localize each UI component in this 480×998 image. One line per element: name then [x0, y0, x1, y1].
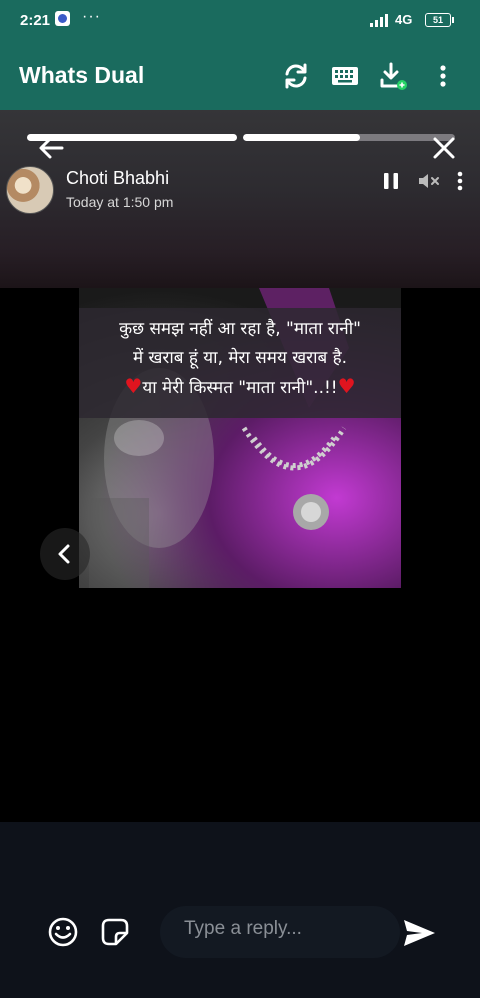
emoji-icon[interactable] — [46, 915, 80, 949]
more-vert-icon[interactable] — [427, 60, 459, 92]
story-author[interactable]: Choti Bhabhi — [66, 168, 170, 188]
caption-line-3-text: या मेरी किस्मत "माता रानी"..!! — [142, 378, 338, 398]
story-more-icon[interactable] — [450, 170, 470, 192]
heart-icon-right: ♥ — [337, 374, 356, 398]
app-bar — [0, 42, 480, 110]
send-icon[interactable] — [400, 916, 438, 950]
story-timestamp: Today at 1:50 pm — [66, 194, 174, 210]
story-progress-2-fill — [243, 134, 360, 141]
mute-icon[interactable] — [416, 170, 442, 192]
network-label: 4G — [395, 12, 413, 27]
app-title: Whats Dual — [19, 62, 145, 88]
status-time: 2:21 — [20, 12, 51, 29]
story-image[interactable] — [79, 288, 401, 588]
chevron-left-icon — [53, 542, 77, 566]
story-progress-2 — [243, 134, 455, 141]
status-bar — [0, 0, 480, 42]
close-icon[interactable] — [430, 134, 458, 162]
status-more-dots: ··· — [82, 8, 101, 25]
sync-icon[interactable] — [280, 60, 312, 92]
notification-app-icon — [55, 11, 70, 26]
caption-line-2: में खराब हूं या, मेरा समय खराब है. — [132, 348, 348, 368]
caption-line-3 — [79, 374, 401, 398]
signal-icon — [370, 13, 388, 27]
pause-icon[interactable] — [380, 170, 402, 192]
previous-story-button[interactable] — [40, 528, 90, 580]
avatar[interactable] — [6, 166, 54, 214]
back-arrow-icon[interactable] — [36, 134, 66, 162]
reply-placeholder: Type a reply... — [184, 918, 302, 939]
battery-icon: 51 — [425, 13, 451, 27]
download-icon[interactable] — [377, 60, 409, 92]
caption-line-1: कुछ समझ नहीं आ रहा है, "माता रानी" — [119, 319, 361, 339]
sticker-icon[interactable] — [98, 915, 132, 949]
heart-icon-left: ♥ — [124, 374, 143, 398]
keyboard-icon[interactable] — [329, 60, 361, 92]
